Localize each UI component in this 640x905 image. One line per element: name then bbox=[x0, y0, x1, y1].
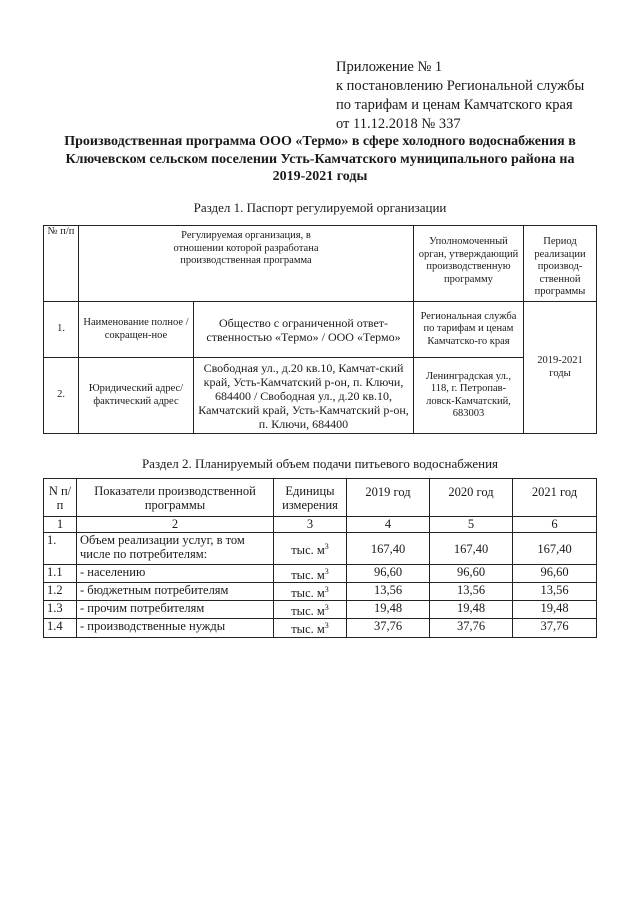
planned-volume-table bbox=[43, 478, 597, 638]
row-name: - производственные нужды bbox=[77, 619, 274, 637]
header-2021: 2021 год bbox=[513, 479, 597, 517]
row-value-2019: 96,60 bbox=[347, 565, 430, 583]
col-num: 2 bbox=[77, 517, 274, 533]
row-name: - прочим потребителям bbox=[77, 601, 274, 619]
header-2020: 2020 год bbox=[430, 479, 513, 517]
row-value-2020: 37,76 bbox=[430, 619, 513, 637]
row-value-2020: 167,40 bbox=[430, 533, 513, 565]
col-num: 5 bbox=[430, 517, 513, 533]
table-row bbox=[44, 302, 597, 358]
row-num: 1. bbox=[44, 533, 77, 565]
row-name: - бюджетным потребителям bbox=[77, 583, 274, 601]
row-authority: Региональная служба по тарифам и ценам Камчатско-го края bbox=[414, 302, 524, 358]
row-num: 1.1 bbox=[44, 565, 77, 583]
row-name: - населению bbox=[77, 565, 274, 583]
header-organization: Регулируемая организация, в отношении которой разработана производственная программа bbox=[79, 226, 414, 302]
header-authority: Уполномоченный орган, утверждающий производственную программу bbox=[414, 226, 524, 302]
row-value-2021: 96,60 bbox=[513, 565, 597, 583]
row-value-2021: 37,76 bbox=[513, 619, 597, 637]
table-row bbox=[44, 601, 597, 619]
row-value-2019: 13,56 bbox=[347, 583, 430, 601]
column-number-row bbox=[44, 517, 597, 533]
appendix-block bbox=[336, 58, 584, 134]
header-num: № п/п bbox=[44, 226, 79, 302]
row-unit: тыс. $м^3$ bbox=[274, 601, 347, 619]
table-row bbox=[44, 533, 597, 565]
row-num: 1.2 bbox=[44, 583, 77, 601]
row-unit: тыс. $м^3$ bbox=[274, 583, 347, 601]
header-2019: 2019 год bbox=[347, 479, 430, 517]
col-num: 3 bbox=[274, 517, 347, 533]
row-num: 1. bbox=[44, 302, 79, 358]
period-value: 2019-2021 годы bbox=[524, 302, 597, 434]
table-row bbox=[44, 583, 597, 601]
row-unit: тыс. $м^3$ bbox=[274, 619, 347, 637]
row-value-2021: 167,40 bbox=[513, 533, 597, 565]
appendix-line-1: Приложение № 1 bbox=[336, 59, 443, 75]
row-value-2019: 37,76 bbox=[347, 619, 430, 637]
row-unit: тыс. $м^3$ bbox=[274, 565, 347, 583]
row-value-2019: 167,40 bbox=[347, 533, 430, 565]
table-row bbox=[44, 565, 597, 583]
organization-passport-table bbox=[43, 225, 597, 434]
col-num: 6 bbox=[513, 517, 597, 533]
header-indicator: Показатели производственной программы bbox=[77, 479, 274, 517]
section1-caption: Раздел 1. Паспорт регулируемой организации bbox=[193, 200, 447, 215]
header-period: Период реализации производ-ственной программы bbox=[524, 226, 597, 302]
document-title: Производственная программа ООО «Термо» в сфере холодного водоснабжения в Ключевском сельском поселении Усть-Камчатского муниципального района на 2019-2021 годы bbox=[64, 134, 576, 184]
table-row bbox=[44, 619, 597, 637]
section2-caption: Раздел 2. Планируемый объем подачи питьевого водоснабжения bbox=[141, 456, 499, 471]
row-value-2020: 13,56 bbox=[430, 583, 513, 601]
row-value-2019: 19,48 bbox=[347, 601, 430, 619]
header-unit: Единицы измерения bbox=[274, 479, 347, 517]
row-value-2021: 19,48 bbox=[513, 601, 597, 619]
table-header-row bbox=[44, 226, 597, 302]
row-value-2021: 13,56 bbox=[513, 583, 597, 601]
header-num: N п/п bbox=[44, 479, 77, 517]
appendix-line-3: по тарифам и ценам Камчатского края bbox=[336, 97, 573, 113]
appendix-line-4: от 11.12.2018 № 337 bbox=[336, 116, 461, 132]
row-value-2020: 96,60 bbox=[430, 565, 513, 583]
row-num: 1.4 bbox=[44, 619, 77, 637]
table-header-row bbox=[44, 479, 597, 517]
row-name: Объем реализации услуг, в том числе по потребителям: bbox=[77, 533, 274, 565]
col-num: 1 bbox=[44, 517, 77, 533]
row-value-2020: 19,48 bbox=[430, 601, 513, 619]
row-label: Юридический адрес/фактический адрес bbox=[79, 358, 194, 434]
row-unit: тыс. $м^3$ bbox=[274, 533, 347, 565]
row-address: Свободная ул., д.20 кв.10, Камчат-ский край, Усть-Камчатский р-он, п. Ключи, 684400 / Свободная ул., д.20 кв.10, Камчатский край, Усть-Камчатский р-он, п. Ключи, 684400 bbox=[194, 358, 414, 434]
table-row bbox=[44, 358, 597, 434]
row-num: 1.3 bbox=[44, 601, 77, 619]
row-organization: Общество с ограниченной ответ-ственностью «Термо» / ООО «Термо» bbox=[194, 302, 414, 358]
appendix-line-2: к постановлению Региональной службы bbox=[336, 78, 585, 94]
col-num: 4 bbox=[347, 517, 430, 533]
row-num: 2. bbox=[44, 358, 79, 434]
row-label: Наименование полное / сокращен-ное bbox=[79, 302, 194, 358]
row-authority-address: Ленинградская ул., 118, г. Петропав-ловск-Камчатский, 683003 bbox=[414, 358, 524, 434]
